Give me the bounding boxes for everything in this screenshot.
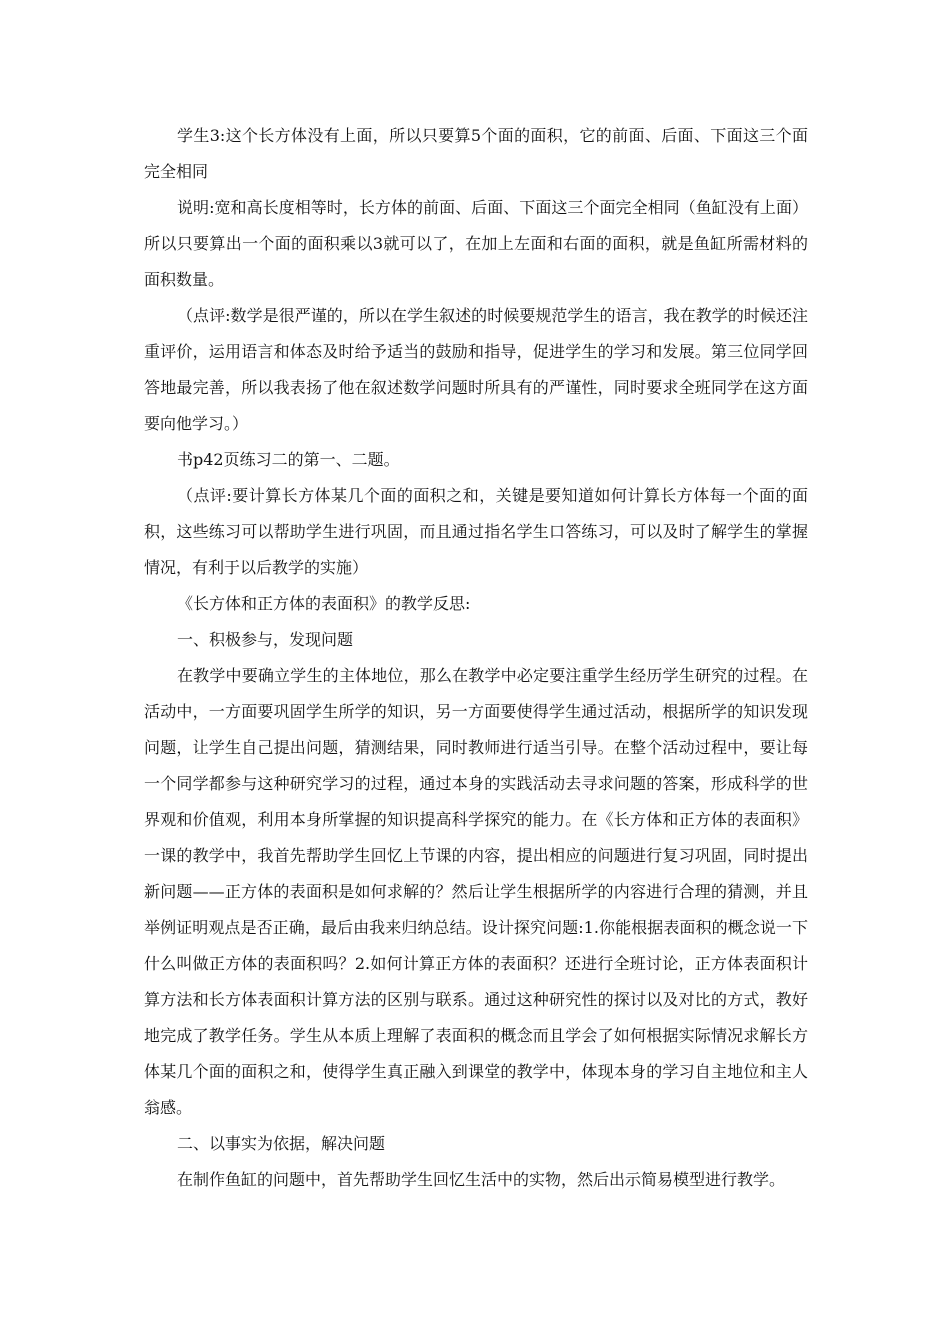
paragraph-exercise: 书p42页练习二的第一、二题。 [177,450,400,469]
paragraph-comment-2: （点评:要计算长方体某几个面的面积之和，关键是要知道如何计算长方体每一个面的面积，这些练习可以帮助学生进行巩固，而且通过指名学生口答练习，可以及时了解学生的掌握情况，有利于以后教学的实施） [144,486,808,577]
section-heading-2: 二、以事实为依据，解决问题 [177,1134,386,1153]
paragraph-comment-1: （点评:数学是很严谨的，所以在学生叙述的时候要规范学生的语言，我在教学的时候还注重评价，运用语言和体态及时给予适当的鼓励和指导，促进学生的学习和发展。第三位同学回答地最完善，所以我表扬了他在叙述数学问题时所具有的严谨性，同时要求全班同学在这方面要向他学习。） [144,306,808,433]
paragraph-reflection-title: 《长方体和正方体的表面积》的教学反思: [177,594,471,613]
paragraph-student-answer: 学生3:这个长方体没有上面，所以只要算5个面的面积，它的前面、后面、下面这三个面完全相同 [144,126,808,181]
document-body [144,118,808,1198]
section-heading-1: 一、积极参与，发现问题 [177,630,354,649]
paragraph-section-2-body: 在制作鱼缸的问题中，首先帮助学生回忆生活中的实物，然后出示简易模型进行教学。 [177,1170,786,1189]
paragraph-section-1-body: 在教学中要确立学生的主体地位，那么在教学中必定要注重学生经历学生研究的过程。在活动中，一方面要巩固学生所学的知识，另一方面要使得学生通过活动，根据所学的知识发现问题，让学生自己提出问题，猜测结果，同时教师进行适当引导。在整个活动过程中，要让每一个同学都参与这种研究学习的过程，通过本身的实践活动去寻求问题的答案，形成科学的世界观和价值观，利用本身所掌握的知识提高科学探究的能力。在《长方体和正方体的表面积》一课的教学中，我首先帮助学生回忆上节课的内容，提出相应的问题进行复习巩固，同时提出新问题——正方体的表面积是如何求解的？然后让学生根据所学的内容进行合理的猜测，并且举例证明观点是否正确，最后由我来归纳总结。设计探究问题:1.你能根据表面积的概念说一下什么叫做正方体的表面积吗？2.如何计算正方体的表面积？还进行全班讨论，正方体表面积计算方法和长方体表面积计算方法的区别与联系。通过这种研究性的探讨以及对比的方式，教好地完成了教学任务。学生从本质上理解了表面积的概念而且学会了如何根据实际情况求解长方体某几个面的面积之和，使得学生真正融入到课堂的教学中，体现本身的学习自主地位和主人翁感。 [144,666,808,1117]
paragraph-explanation: 说明:宽和高长度相等时，长方体的前面、后面、下面这三个面完全相同（鱼缸没有上面）所以只要算出一个面的面积乘以3就可以了，在加上左面和右面的面积，就是鱼缸所需材料的面积数量。 [144,198,808,289]
